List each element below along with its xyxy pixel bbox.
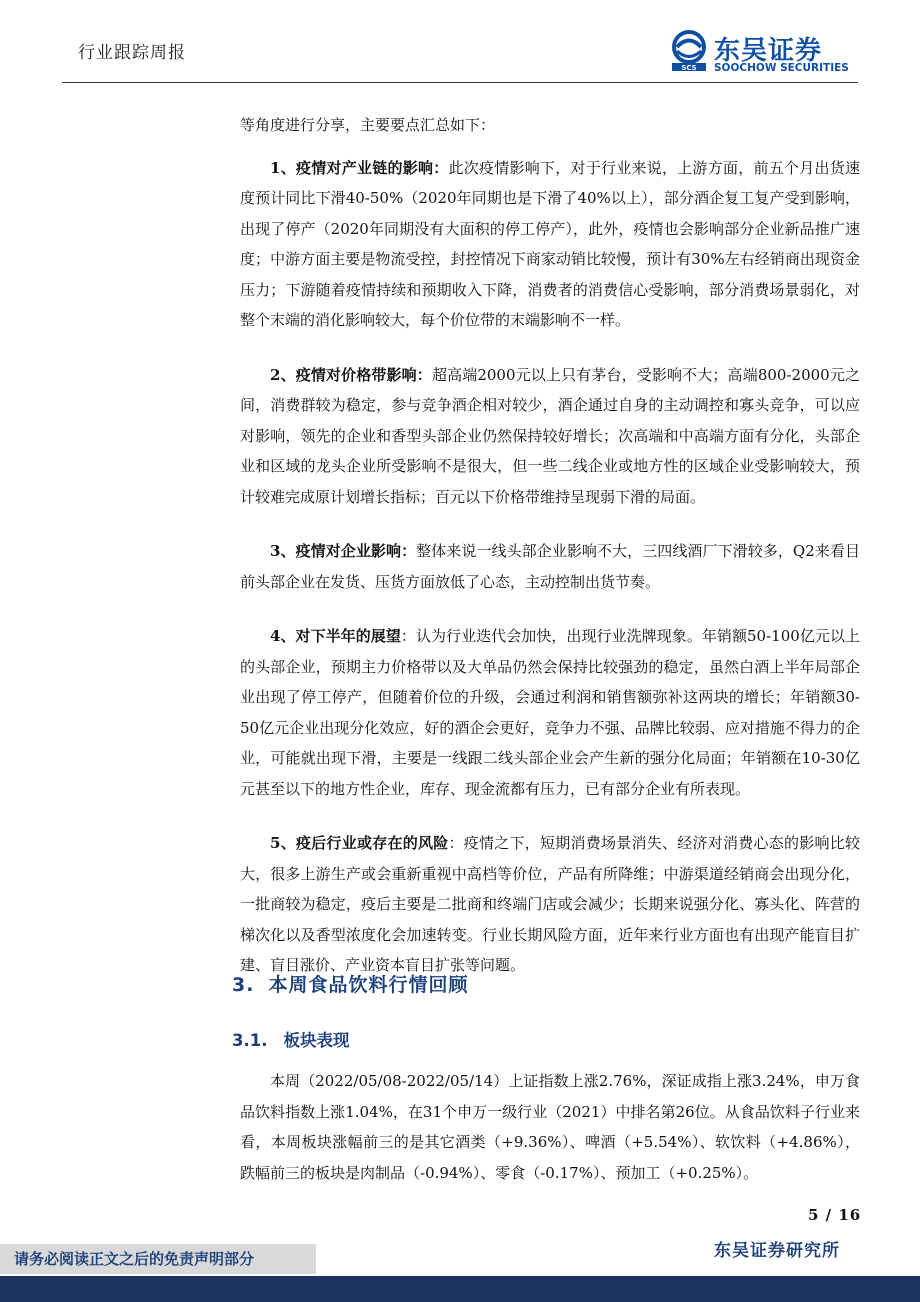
section-title: 本周食品饮料行情回顾 <box>268 974 469 996</box>
main-content <box>240 110 860 1005</box>
company-logo <box>668 30 858 76</box>
footer-institute: 东吴证券研究所 <box>714 1241 840 1261</box>
logo-mark-icon <box>668 30 710 72</box>
summary-paragraph: 本周（2022/05/08-2022/05/14）上证指数上涨2.76%，深证成指上涨3.24%，申万食品饮料指数上涨1.04%，在31个申万一级行业（2021）中排名第26位。从食品饮料子行业来看，本周板块涨幅前三的是其它酒类（+9.36%）、啤酒（+5.54%）、软饮料（+4.86%），跌幅前三的板块是肉制品（-0.94%）、零食（-0.17%）、预加工（+0.25%）。 <box>240 1072 860 1182</box>
point-text: 整体来说一线头部企业影响不大，三四线酒厂下滑较多，Q2来看目前头部企业在发货、压货方面放低了心态，主动控制出货节奏。 <box>240 542 860 591</box>
header-divider <box>62 82 858 83</box>
point-text: 此次疫情影响下，对于行业来说，上游方面，前五个月出货速度预计同比下滑40-50%（2020年同期也是下滑了40%以上），部分酒企复工复产受到影响，出现了停产（2020年同期没有大面积的停工停产），此外，疫情也会影响部分企业新品推广速度；中游方面主要是物流受控，封控情况下商家动销比较慢，预计有30%左右经销商出现资金压力；下游随着疫情持续和预期收入下降，消费者的消费信心受影响，部分消费场景弱化，对整个末端的消化影响较大，每个价位带的末端影响不一样。 <box>240 158 860 329</box>
point-label: 2、疫情对价格带影响： <box>270 365 432 384</box>
logo-name-en: SOOCHOW SECURITIES <box>714 62 849 74</box>
point-label: 4、对下半年的展望 <box>270 627 401 645</box>
point-label: 3、疫情对企业影响： <box>270 542 417 560</box>
footer-band <box>0 1276 920 1302</box>
section-number: 3. <box>232 974 255 996</box>
point-paragraph-4 <box>240 621 860 804</box>
logo-name-cn: 东吴证券 <box>714 36 823 66</box>
subsection-title: 板块表现 <box>283 1031 350 1050</box>
footer-disclaimer: 请务必阅读正文之后的免责声明部分 <box>14 1250 255 1268</box>
point-paragraph-1 <box>240 153 860 336</box>
point-text: 超高端2000元以上只有茅台，受影响不大；高端800-2000元之间，消费群较为稳定，参与竞争酒企相对较少，酒企通过自身的主动调控和寡头竞争，可以应对影响，领先的企业和香型头部企业仍然保持较好增长；次高端和中高端方面有分化，头部企业和区域的龙头企业所受影响不是很大，但一些二线企业或地方性的区域企业受影响较大，预计较难完成原计划增长指标；百元以下价格带维持呈现弱下滑的局面。 <box>240 365 860 506</box>
point-label: 1、疫情对产业链的影响： <box>270 158 449 177</box>
subsection-heading <box>232 1027 350 1051</box>
section-heading <box>232 970 468 997</box>
point-paragraph-3 <box>240 536 860 597</box>
page-number: 5 / 16 <box>808 1206 862 1224</box>
report-type: 行业跟踪周报 <box>78 43 186 63</box>
point-text: ：疫情之下，短期消费场景消失、经济对消费心态的影响比较大，很多上游生产或会重新重视中高档等价位，产品有所降维；中游渠道经销商会出现分化，一批商较为稳定，疫后主要是二批商和终端门店或会减少；长期来说强分化、寡头化、阵营的梯次化以及香型浓度化会加速转变。行业长期风险方面，近年来行业方面也有出现产能盲目扩建、盲目涨价、产业资本盲目扩张等问题。 <box>240 834 860 974</box>
subsection-number: 3.1. <box>232 1031 268 1050</box>
point-paragraph-5 <box>240 828 860 981</box>
point-text: ：认为行业迭代会加快，出现行业洗牌现象。年销额50-100亿元以上的头部企业，预期主力价格带以及大单品仍然会保持比较强劲的稳定，虽然白酒上半年局部企业出现了停工停产，但随着价位的升级，会通过利润和销售额弥补这两块的增长；年销额30-50亿元企业出现分化效应，好的酒企会更好，竞争力不强、品牌比较弱、应对措施不得力的企业，可能就出现下滑，主要是一线跟二线头部企业会产生新的强分化局面；年销额在10-30亿元甚至以下的地方性企业，库存、现金流都有压力，已有部分企业有所表现。 <box>240 627 860 798</box>
logo-mark-text: SCS <box>681 64 697 72</box>
footer-disclaimer-bar <box>0 1244 316 1274</box>
summary-content <box>240 1066 860 1212</box>
point-label: 5、疫后行业或存在的风险 <box>270 834 449 852</box>
intro-paragraph: 等角度进行分享，主要要点汇总如下： <box>240 116 496 134</box>
point-paragraph-2 <box>240 360 860 513</box>
